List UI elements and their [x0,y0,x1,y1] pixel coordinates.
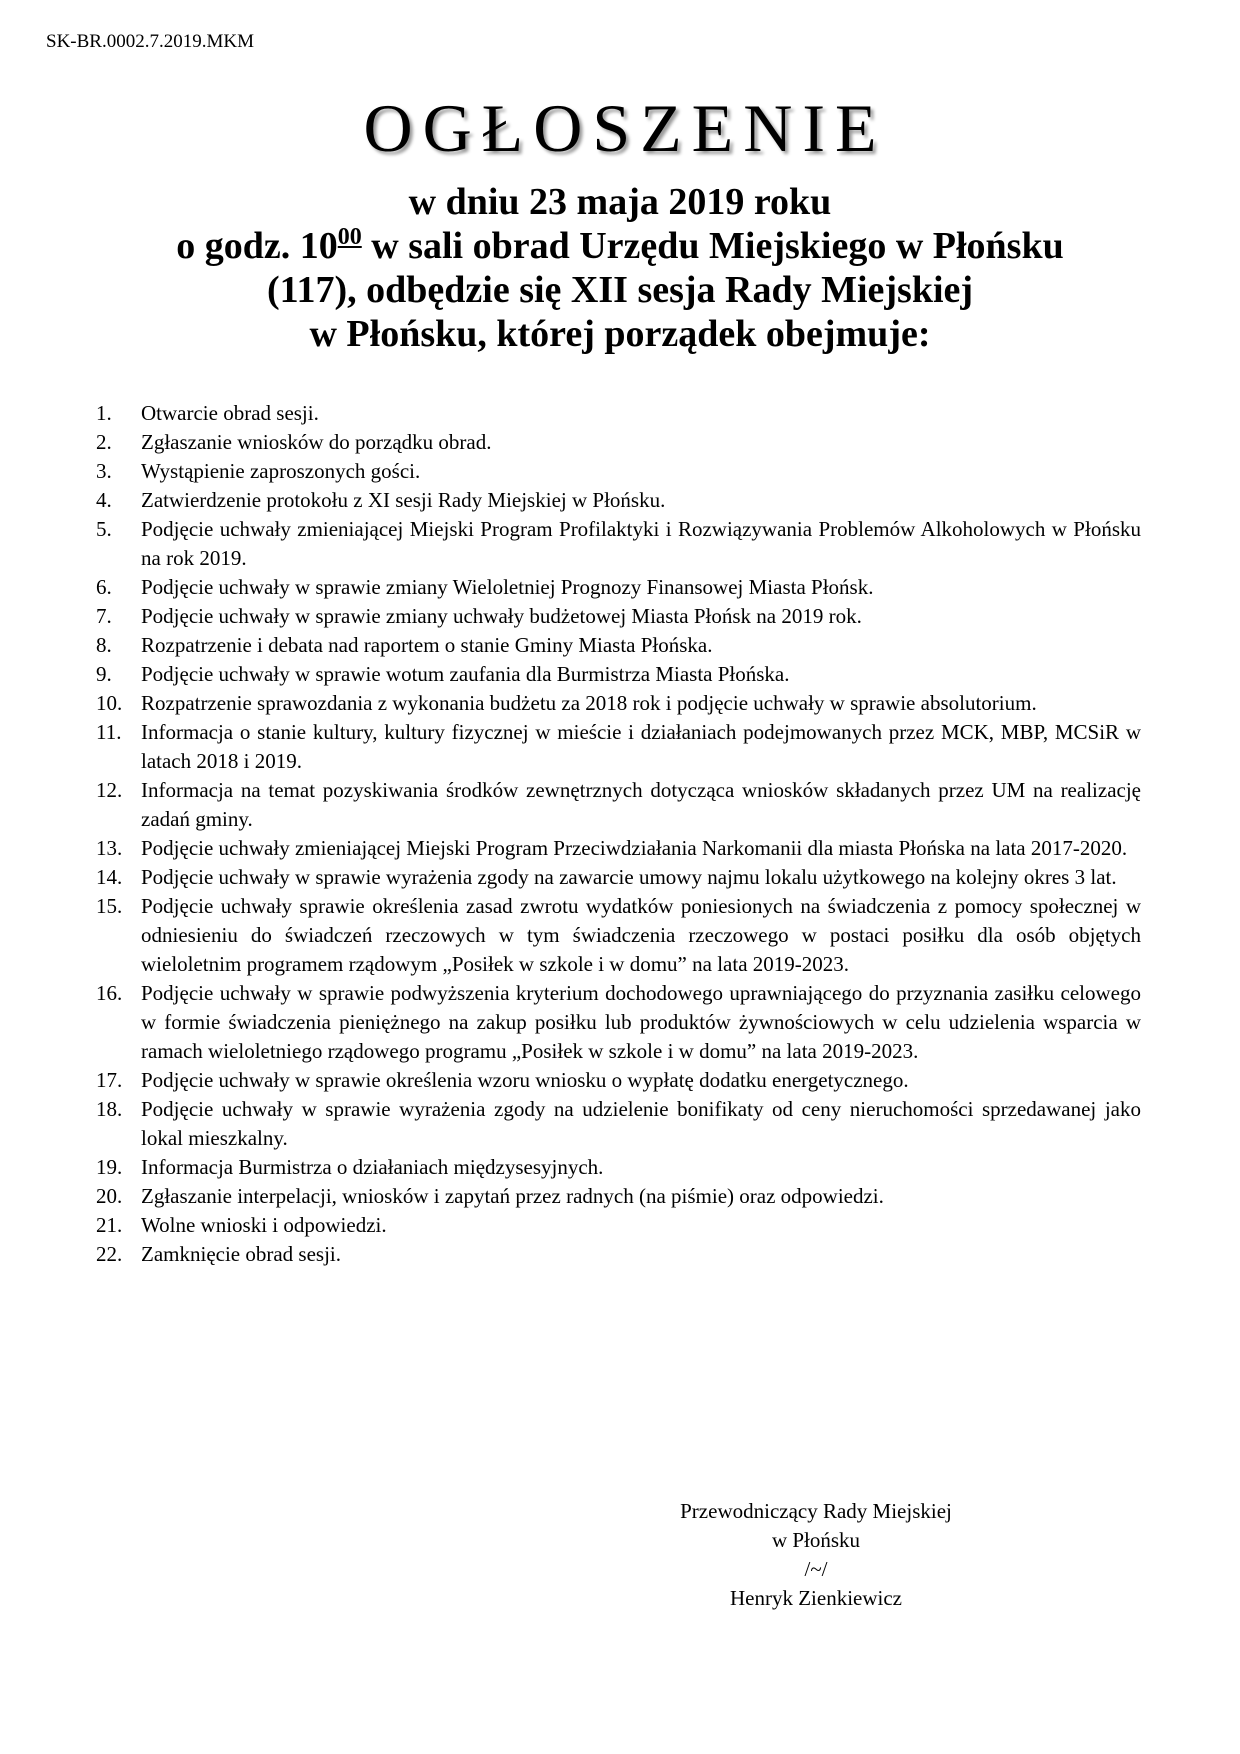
agenda-item-text: Podjęcie uchwały w sprawie wotum zaufania dla Burmistrza Miasta Płońska. [141,662,790,686]
agenda-item-number: 17. [96,1068,123,1092]
agenda-item-text: Rozpatrzenie i debata nad raportem o stanie Gminy Miasta Płońska. [141,633,713,657]
agenda-item-text: Podjęcie uchwały zmieniającej Miejski Program Przeciwdziałania Narkomanii dla miasta Płońska na lata 2017-2020. [141,836,1128,860]
agenda-item-number: 19. [96,1155,123,1179]
agenda-item-text: Podjęcie uchwały zmieniającej Miejski Program Profilaktyki i Rozwiązywania Problemów Alkoholowych w Płońsku na rok 2019. [141,517,1141,570]
agenda-item-number: 12. [96,778,123,802]
agenda-item-text: Podjęcie uchwały w sprawie podwyższenia kryterium dochodowego uprawniającego do przyznania zasiłku celowego w formie świadczenia pieniężnego na zakup posiłku lub produktów żywnościowych w celu udzielenia wsparcia w ramach wieloletniego rządowego programu „Posiłek w szkole i w domu” na lata 2019-2023. [141,981,1141,1063]
agenda-item [96,892,1141,979]
agenda-item-number: 18. [96,1097,123,1121]
agenda-list [96,399,1141,1269]
agenda-item-text: Informacja na temat pozyskiwania środków zewnętrznych dotycząca wniosków składanych przez UM na realizację zadań gminy. [141,778,1141,831]
agenda-item-number: 2. [96,430,112,454]
agenda-item [96,660,1141,689]
agenda-item-text: Zamknięcie obrad sesji. [141,1242,342,1266]
agenda-item-number: 14. [96,865,123,889]
signature-location: w Płońsku [771,1528,861,1552]
announcement-header [0,180,1240,356]
agenda-item-number: 6. [96,575,112,599]
agenda-item [96,486,1141,515]
agenda-item-number: 22. [96,1242,123,1266]
announcement-session-line: (117), odbędzie się XII sesja Rady Miejskiej [266,269,974,311]
agenda-item-number: 20. [96,1184,123,1208]
agenda-item-text: Otwarcie obrad sesji. [141,401,319,425]
agenda-item-number: 11. [96,720,122,744]
agenda-item [96,776,1141,834]
announcement-agenda-intro: w Płońsku, której porządek obejmuje: [309,313,931,355]
announcement-time-minutes: 00 [337,224,362,250]
agenda-item-number: 8. [96,633,112,657]
reference-number: SK-BR.0002.7.2019.MKM [46,31,254,52]
agenda-item-text: Informacja o stanie kultury, kultury fizycznej w mieście i działaniach podejmowanych przez MCK, MBP, MCSiR w latach 2018 i 2019. [141,720,1141,773]
agenda-item [96,428,1141,457]
signature-mark: /~/ [804,1557,828,1581]
agenda-item [96,515,1141,573]
agenda-item-text: Podjęcie uchwały w sprawie wyrażenia zgody na zawarcie umowy najmu lokalu użytkowego na kolejny okres 3 lat. [141,865,1117,889]
announcement-time-prefix: o godz. 10 [176,225,338,267]
agenda-item-number: 13. [96,836,123,860]
agenda-item [96,602,1141,631]
agenda-item-number: 5. [96,517,112,541]
agenda-item-text: Podjęcie uchwały w sprawie określenia wzoru wniosku o wypłatę dodatku energetycznego. [141,1068,909,1092]
agenda-item [96,689,1141,718]
agenda-item-number: 9. [96,662,112,686]
agenda-item-text: Informacja Burmistrza o działaniach międzysesyjnych. [141,1155,604,1179]
agenda-item [96,863,1141,892]
agenda-item-number: 16. [96,981,123,1005]
agenda-item-text: Wystąpienie zaproszonych gości. [141,459,421,483]
agenda-item [96,1182,1141,1211]
agenda-item [96,1211,1141,1240]
agenda-item-number: 15. [96,894,123,918]
signature-title: Przewodniczący Rady Miejskiej [680,1499,952,1523]
agenda-item [96,631,1141,660]
agenda-item [96,573,1141,602]
agenda-item-number: 7. [96,604,112,628]
agenda-item [96,1066,1141,1095]
signature-name: Henryk Zienkiewicz [729,1586,902,1610]
agenda-item [96,457,1141,486]
announcement-venue: w sali obrad Urzędu Miejskiego w Płońsku [361,225,1064,267]
agenda-item-text: Podjęcie uchwały w sprawie zmiany Wieloletniej Prognozy Finansowej Miasta Płońsk. [141,575,874,599]
agenda-item-text: Podjęcie uchwały w sprawie wyrażenia zgody na udzielenie bonifikaty od ceny nieruchomości sprzedawanej jako lokal mieszkalny. [141,1097,1141,1150]
agenda-item-text: Podjęcie uchwały sprawie określenia zasad zwrotu wydatków poniesionych na świadczenia z pomocy społecznej w odniesieniu do świadczeń rzeczowych w tym świadczenia rzeczowego w postaci posiłku dla osób objętych wieloletnim programem rządowym „Posiłek w szkole i w domu” na lata 2019-2023. [141,894,1141,976]
agenda-item-number: 21. [96,1213,123,1237]
agenda-item-number: 4. [96,488,112,512]
agenda-item-text: Zgłaszanie interpelacji, wniosków i zapytań przez radnych (na piśmie) oraz odpowiedzi. [141,1184,884,1208]
agenda-item-text: Wolne wnioski i odpowiedzi. [141,1213,387,1237]
agenda-item-text: Zatwierdzenie protokołu z XI sesji Rady Miejskiej w Płońsku. [141,488,666,512]
agenda-item-text: Rozpatrzenie sprawozdania z wykonania budżetu za 2018 rok i podjęcie uchwały w sprawie absolutorium. [141,691,1037,715]
document-heading: OGŁOSZENIE [363,90,887,166]
agenda-item [96,979,1141,1066]
agenda-item [96,399,1141,428]
agenda-item-number: 1. [96,401,112,425]
agenda-item-number: 10. [96,691,123,715]
agenda-item [96,834,1141,863]
announcement-time-line [0,224,1240,268]
agenda-item [96,1153,1141,1182]
agenda-item [96,1240,1141,1269]
agenda-item [96,718,1141,776]
agenda-item-text: Zgłaszanie wniosków do porządku obrad. [141,430,492,454]
agenda-item-text: Podjęcie uchwały w sprawie zmiany uchwały budżetowej Miasta Płońsk na 2019 rok. [141,604,862,628]
signature-block [636,1497,996,1613]
announcement-date-line: w dniu 23 maja 2019 roku [408,181,832,223]
agenda-item [96,1095,1141,1153]
agenda-item-number: 3. [96,459,112,483]
